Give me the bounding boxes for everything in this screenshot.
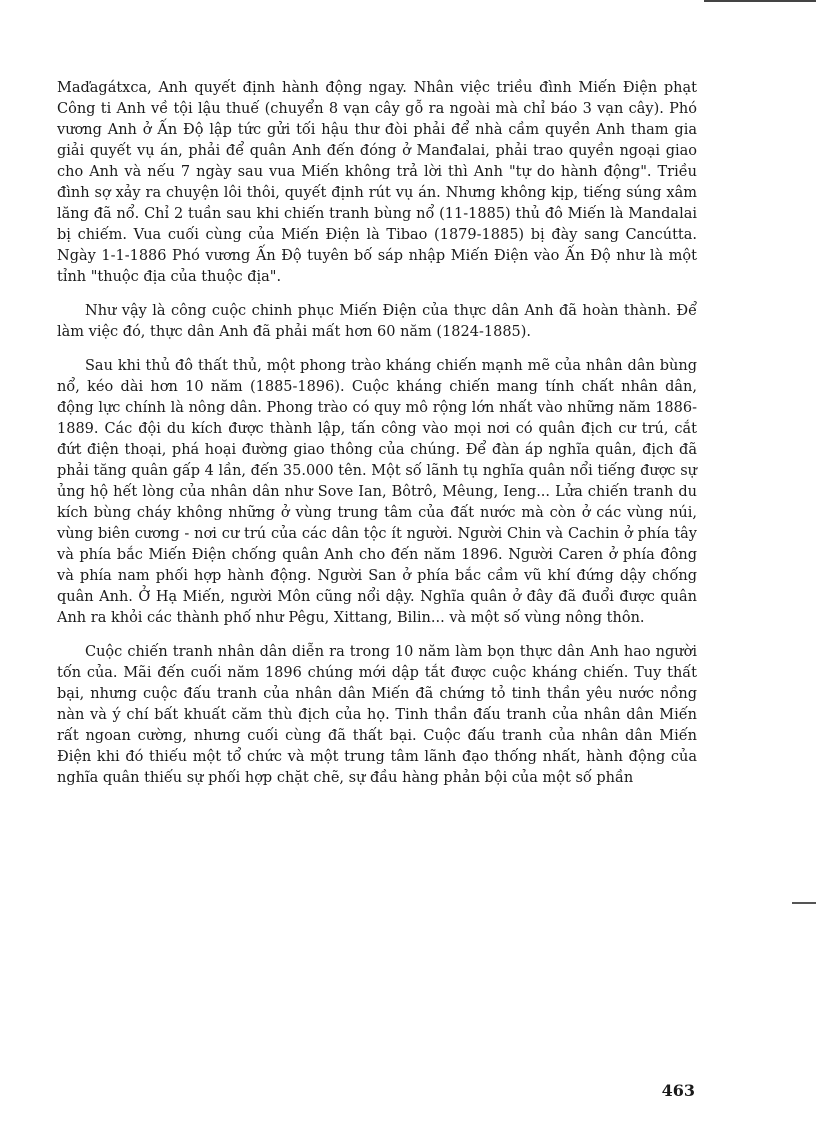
page-number: 463 xyxy=(661,1081,695,1100)
top-edge-rule xyxy=(704,0,816,2)
paragraph-4: Cuộc chiến tranh nhân dân diễn ra trong 10 năm làm bọn thực dân Anh hao người tốn của. Mãi đến cuối năm 1896 chúng mới dập tắt được cuộc kháng chiến. Tuy thất bại, nhưng cuộc đấu tranh của nhân dân Miến đã chứng tỏ tinh thần yêu nước nồng nàn và ý chí bất khuất căm thù địch của họ. Tinh thần đấu tranh của nhân dân Miến rất ngoan cường, nhưng cuối cùng đã thất bại. Cuộc đấu tranh của nhân dân Miến Điện khi đó thiếu một tổ chức và một trung tâm lãnh đạo thống nhất, hành động của nghĩa quân thiếu sự phối hợp chặt chẽ, sự đầu hàng phản bội của một số phần xyxy=(57,644,697,786)
margin-mark xyxy=(792,902,816,904)
paragraph-1: Maďagátxca, Anh quyết định hành động ngay. Nhân việc triều đình Miến Điện phạt Công ti Anh về tội lậu thuế (chuyển 8 vạn cây gỗ ra ngoài mà chỉ báo 3 vạn cây). Phó vương Anh ở Ấn Độ lập tức gửi tối hậu thư đòi phải để nhà cầm quyền Anh tham gia giải quyết vụ án, phải để quân Anh đến đóng ở Manđalai, phải trao quyền ngoại giao cho Anh và nếu 7 ngày sau vua Miến không trả lời thì Anh "tự do hành động". Triều đình sợ xảy ra chuyện lôi thôi, quyết định rút vụ án. Nhưng không kịp, tiếng súng xâm lăng đã nổ. Chỉ 2 tuần sau khi chiến tranh bùng nổ (11-1885) thủ đô Miến là Mandalai bị chiếm. Vua cuối cùng của Miến Điện là Tibao (1879-1885) bị đày sang Cancútta. Ngày 1-1-1886 Phó vương Ấn Độ tuyên bố sáp nhập Miến Điện vào Ấn Độ như là một tỉnh "thuộc địa của thuộc địa". xyxy=(57,80,697,285)
paragraph-3: Sau khi thủ đô thất thủ, một phong trào kháng chiến mạnh mẽ của nhân dân bùng nổ, kéo dài hơn 10 năm (1885-1896). Cuộc kháng chiến mang tính chất nhân dân, động lực chính là nông dân. Phong trào có quy mô rộng lớn nhất vào những năm 1886-1889. Các đội du kích được thành lập, tấn công vào mọi nơi có quân địch cư trú, cắt đứt điện thoại, phá hoại đường giao thông của chúng. Để đàn áp nghĩa quân, địch đã phải tăng quân gấp 4 lần, đến 35.000 tên. Một số lãnh tụ nghĩa quân nổi tiếng được sự ủng hộ hết lòng của nhân dân như Sove Ian, Bôtrô, Mêung, Ieng... Lửa chiến tranh du kích bùng cháy không những ở vùng trung tâm của đất nước mà còn ở các vùng núi, vùng biên cương - nơi cư trú của các dân tộc ít người. Người Chin và Cachin ở phía tây và phía bắc Miến Điện chống quân Anh cho đến năm 1896. Người Caren ở phía đông và phía nam phối hợp hành động. Người San ở phía bắc cầm vũ khí đứng dậy chống quân Anh. Ở Hạ Miến, người Môn cũng nổi dậy. Nghĩa quân ở đây đã đuổi được quân Anh ra khỏi các thành phố như Pêgu, Xittang, Bilin... và một số vùng nông thôn. xyxy=(57,358,697,626)
paragraph-2: Như vậy là công cuộc chinh phục Miến Điện của thực dân Anh đã hoàn thành. Để làm việc đó, thực dân Anh đã phải mất hơn 60 năm (1824-1885). xyxy=(57,303,697,340)
page-body xyxy=(57,78,697,802)
